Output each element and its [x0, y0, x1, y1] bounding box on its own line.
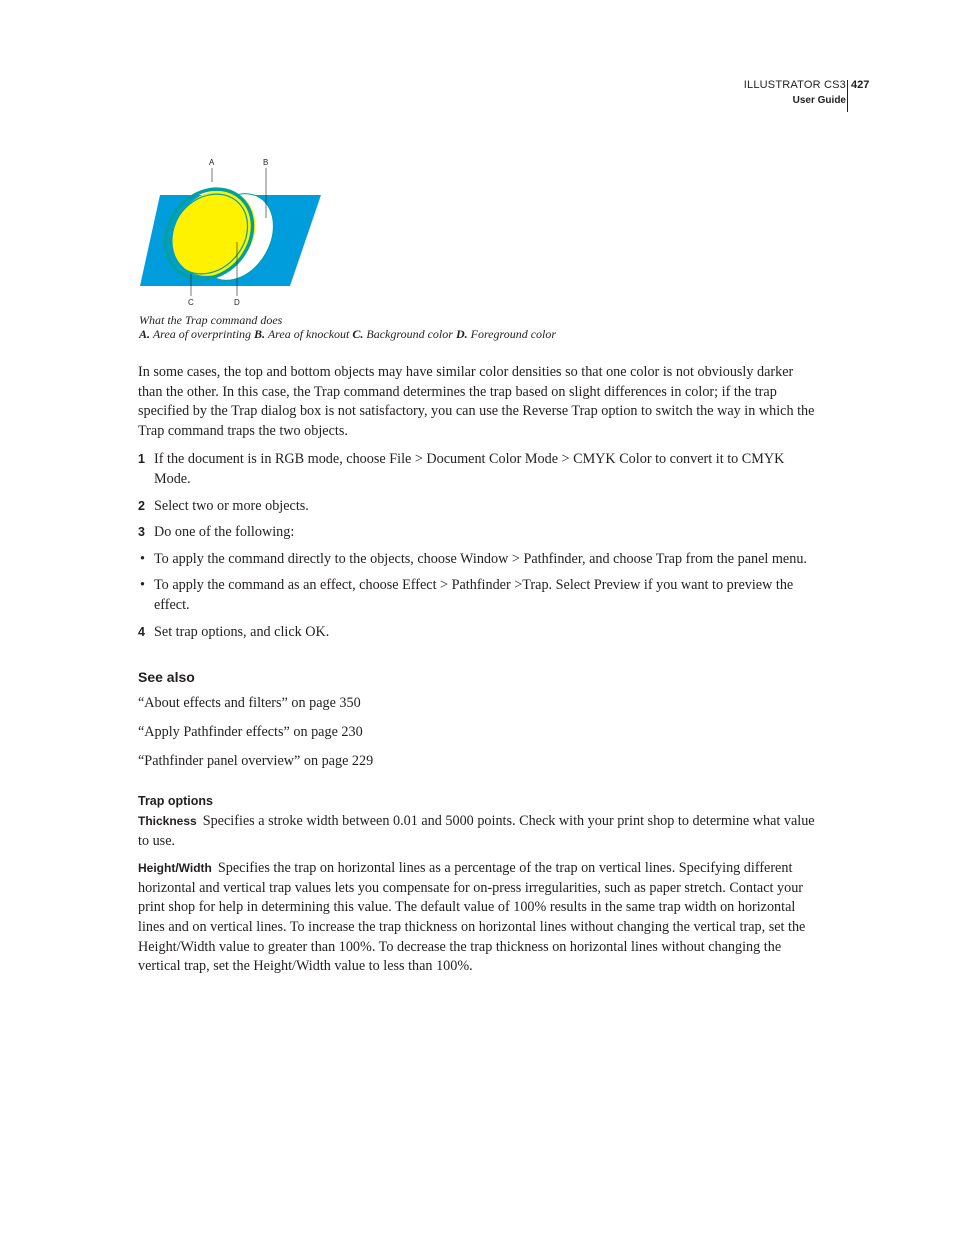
legend-letter-c: C. — [352, 327, 364, 341]
legend-letter-d: D. — [455, 327, 468, 341]
option-text: Specifies the trap on horizontal lines as a percentage of the trap on vertical lines. Specifying different horizontal and vertical trap values lets you compensate for on-press irregularities, such as paper stretch. Contact your print shop for help in determining this value. The default value of 100% results in the same trap width on horizontal lines and on vertical lines. To increase the trap thickness on horizontal lines without changing the vertical trap, set the Height/Width value to greater than 100%. To decrease the trap thickness on horizontal lines without changing the vertical trap, set the Height/Width value to less than 100%. — [138, 860, 806, 975]
trap-options-heading: Trap options — [138, 793, 213, 808]
figure-caption — [139, 313, 556, 341]
header-product: ILLUSTRATOR CS3 — [743, 79, 846, 91]
callout-a: A — [209, 158, 215, 167]
bullet-mark: • — [140, 550, 145, 567]
intro-paragraph: In some cases, the top and bottom objects may have similar color densities so that one color is not obviously darker than the other. In this case, the Trap command determines the trap based on slight differences in color; if the trap specified by the Trap dialog box is not satisfactory, you can use the Reverse Trap option to switch the way in which the Trap command traps the two objects. — [138, 364, 815, 439]
option-term: Height/Width — [138, 861, 212, 876]
legend-text-a: Area of overprinting — [152, 327, 252, 341]
see-also-link-effects-filters[interactable]: “About effects and filters” on page 350 — [138, 694, 361, 711]
running-header — [744, 79, 846, 106]
step-2 — [138, 497, 818, 517]
option-height-width — [138, 859, 818, 977]
step-number: 2 — [138, 498, 145, 513]
step-3 — [138, 523, 818, 543]
legend-letter-b: B. — [254, 327, 266, 341]
bullet-item — [138, 550, 818, 570]
trap-illustration — [136, 154, 336, 314]
step-number: 3 — [138, 525, 145, 540]
step-1 — [138, 450, 818, 489]
legend-text-c: Background color — [366, 327, 453, 341]
page-number: 427 — [851, 79, 870, 91]
step-number: 4 — [138, 624, 145, 639]
step-text: Do one of the following: — [154, 524, 295, 541]
caption-title: What the Trap command does — [139, 313, 283, 327]
see-also-link-pathfinder-effects[interactable]: “Apply Pathfinder effects” on page 230 — [138, 723, 363, 740]
step-number: 1 — [138, 452, 145, 467]
option-text: Specifies a stroke width between 0.01 and 5000 points. Check with your print shop to determine what value to use. — [138, 813, 815, 849]
option-term: Thickness — [138, 814, 197, 829]
callout-c: C — [188, 298, 194, 307]
bullet-item — [138, 576, 818, 615]
step-text: If the document is in RGB mode, choose File > Document Color Mode > CMYK Color to convert it to CMYK Mode. — [154, 451, 785, 487]
caption-legend — [139, 327, 556, 341]
bullet-text: To apply the command directly to the objects, choose Window > Pathfinder, and choose Trap from the panel menu. — [154, 550, 807, 567]
see-also-link-pathfinder-panel[interactable]: “Pathfinder panel overview” on page 229 — [138, 752, 374, 769]
legend-text-b: Area of knockout — [267, 327, 350, 341]
step-text: Set trap options, and click OK. — [154, 623, 330, 640]
body-content — [138, 363, 818, 985]
legend-text-d: Foreground color — [470, 327, 557, 341]
legend-letter-a: A. — [139, 327, 151, 341]
callout-d: D — [234, 298, 240, 307]
bullet-text: To apply the command as an effect, choose Effect > Pathfinder >Trap. Select Preview if you want to preview the effect. — [154, 577, 794, 613]
step-4 — [138, 623, 818, 643]
header-guide: User Guide — [792, 95, 846, 106]
see-also-heading: See also — [138, 669, 195, 686]
header-divider — [847, 80, 848, 112]
step-text: Select two or more objects. — [154, 497, 309, 514]
bullet-mark: • — [140, 577, 145, 594]
callout-b: B — [263, 158, 269, 167]
option-thickness — [138, 812, 818, 851]
